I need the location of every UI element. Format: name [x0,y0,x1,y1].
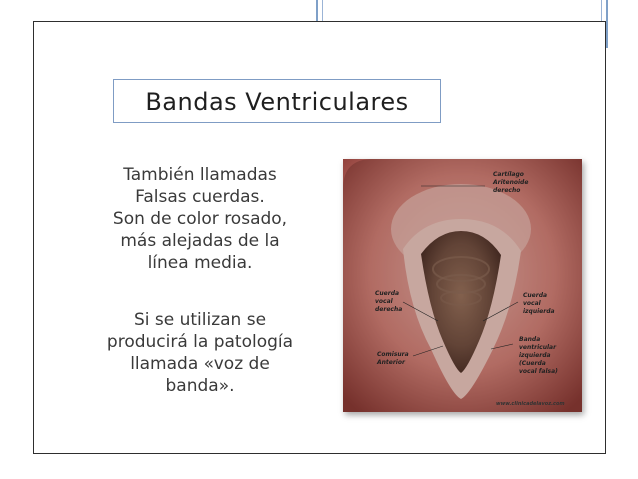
label-cartilago: Cartílago [493,171,524,178]
label-cuerda-izquierda: Cuerda [523,292,548,299]
title-box [113,79,441,123]
label-cuerda-derecha: derecha [375,306,403,313]
text-line: producirá la patología [106,332,294,352]
pathology-paragraph [84,309,316,397]
watermark: www.clinicadelavoz.com [496,401,565,407]
label-banda: izquierda [519,352,551,359]
text-line: más alejadas de la [120,231,280,251]
description-paragraph [84,164,316,274]
label-banda: (Cuerda [519,360,546,367]
label-banda: Banda [519,336,541,343]
label-cuerda-izquierda: vocal [523,300,541,307]
text-line: También llamadas [123,165,277,185]
label-cuerda-derecha: vocal [375,298,393,305]
label-cartilago: derecho [493,187,521,194]
label-cartilago: Aritenoide [493,179,529,186]
label-banda: ventricular [519,344,557,351]
label-cuerda-derecha: Cuerda [375,290,400,297]
slide-title: Bandas Ventriculares [145,88,409,116]
text-line: llamada «voz de [130,354,270,374]
label-banda: vocal falsa) [519,368,558,375]
text-line: Son de color rosado, [112,209,288,229]
larynx-image [343,159,582,412]
label-cuerda-izquierda: izquierda [523,308,555,315]
text-line: Si se utilizan se [133,310,267,330]
label-comisura: Anterior [377,359,405,366]
label-comisura: Comisura [377,351,409,358]
text-line: banda». [165,376,235,396]
text-line: Falsas cuerdas. [135,187,265,207]
text-line: línea media. [147,253,253,273]
larynx-illustration [343,159,582,412]
